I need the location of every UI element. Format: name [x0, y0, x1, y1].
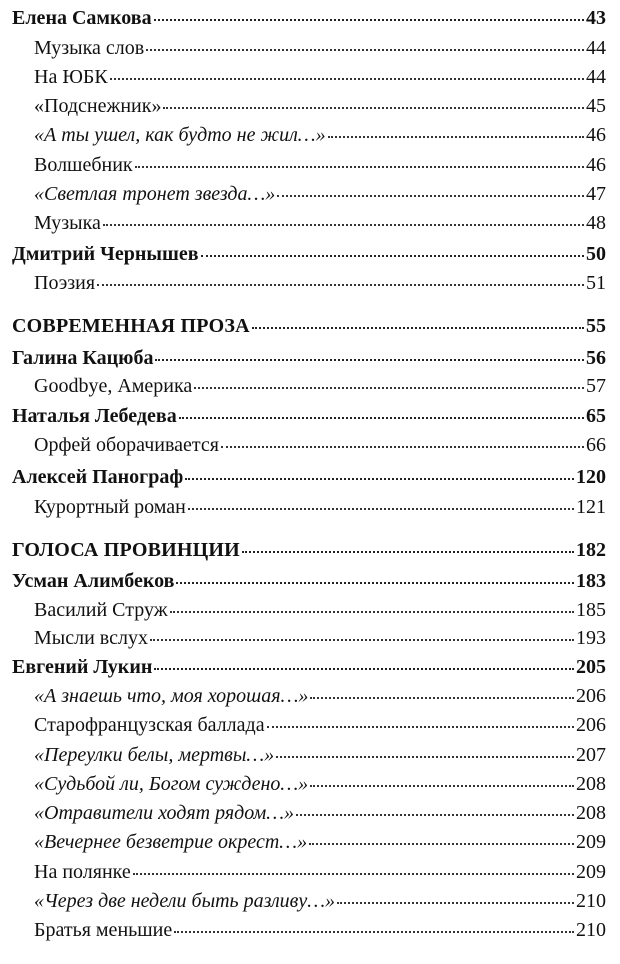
dot-leader — [188, 508, 574, 510]
toc-title: Братья меньшие — [34, 919, 173, 941]
toc-entry — [34, 179, 606, 209]
toc-page-number: 210 — [576, 890, 606, 912]
toc-page-number: 56 — [586, 347, 606, 369]
toc-entry — [34, 62, 606, 92]
dot-leader — [337, 902, 574, 904]
dot-leader — [179, 417, 584, 419]
toc-title: «Через две недели быть разливу…» — [34, 890, 336, 912]
toc-title: Goodbye, Америка — [34, 375, 193, 397]
toc-entry — [34, 827, 606, 857]
dot-leader — [309, 843, 574, 845]
toc-title: На ЮБК — [34, 66, 108, 88]
toc-page-number: 182 — [576, 539, 606, 561]
dot-leader — [267, 726, 574, 728]
toc-title: Орфей оборачивается — [34, 434, 219, 456]
toc-title: «А знаешь что, моя хорошая…» — [34, 685, 309, 707]
toc-author — [12, 401, 606, 431]
toc-page-number: 47 — [586, 183, 606, 205]
toc-entry — [34, 798, 606, 828]
toc-entry — [34, 91, 606, 121]
toc-title: Наталья Лебедева — [12, 405, 177, 427]
toc-page-number: 50 — [586, 243, 606, 265]
toc-page-number: 206 — [576, 685, 606, 707]
toc-page-number: 48 — [586, 212, 606, 234]
toc-page-number: 43 — [586, 7, 606, 29]
toc-page-number: 44 — [586, 37, 606, 59]
toc-page-number: 208 — [576, 802, 606, 824]
toc-entry — [34, 681, 606, 711]
toc-title: Галина Кацюба — [12, 347, 154, 369]
toc-title: Мысли вслух — [34, 627, 148, 649]
dot-leader — [133, 873, 574, 875]
toc-entry — [34, 371, 606, 401]
dot-leader — [277, 195, 584, 197]
dot-leader — [163, 107, 584, 109]
dot-leader — [150, 639, 574, 641]
dot-leader — [170, 611, 574, 613]
dot-leader — [135, 166, 584, 168]
dot-leader — [201, 255, 584, 257]
toc-author — [12, 239, 606, 269]
toc-author — [12, 343, 606, 373]
toc-title: «Подснежник» — [34, 95, 162, 117]
toc-entry — [34, 915, 606, 945]
toc-page-number: 46 — [586, 154, 606, 176]
toc-page-number: 185 — [576, 599, 606, 621]
toc-page-number: 120 — [576, 466, 606, 488]
toc-page-number: 57 — [586, 375, 606, 397]
toc-page-number: 207 — [576, 744, 606, 766]
toc-page-number: 66 — [586, 434, 606, 456]
toc-title: «А ты ушел, как будто не жил…» — [34, 124, 326, 146]
dot-leader — [185, 478, 574, 480]
toc-page-number: 206 — [576, 714, 606, 736]
toc-page-number: 209 — [576, 861, 606, 883]
dot-leader — [176, 582, 574, 584]
dot-leader — [310, 785, 574, 787]
dot-leader — [221, 446, 584, 448]
toc-title: Волшебник — [34, 154, 133, 176]
toc-entry — [34, 623, 606, 653]
toc-author — [12, 462, 606, 492]
toc-title: Старофранцузская баллада — [34, 714, 265, 736]
toc-title: Музыка слов — [34, 37, 145, 59]
dot-leader — [146, 49, 584, 51]
toc-entry — [34, 268, 606, 298]
dot-leader — [97, 284, 584, 286]
toc-page-number: 55 — [586, 315, 606, 337]
dot-leader — [328, 136, 584, 138]
toc-title: Елена Самкова — [12, 7, 152, 29]
toc-page-number: 209 — [576, 831, 606, 853]
toc-title: «Светлая тронет звезда…» — [34, 183, 276, 205]
dot-leader — [103, 224, 584, 226]
toc-page-number: 193 — [576, 627, 606, 649]
toc-title: На полянке — [34, 861, 131, 883]
toc-entry — [34, 492, 606, 522]
toc-page-number: 51 — [586, 272, 606, 294]
dot-leader — [110, 78, 584, 80]
toc-page-number: 65 — [586, 405, 606, 427]
toc-title: «Судьбой ли, Богом суждено…» — [34, 773, 309, 795]
toc-entry — [34, 430, 606, 460]
toc-page-number: 121 — [576, 496, 606, 518]
toc-title: «Вечернее безветрие окрест…» — [34, 831, 308, 853]
toc-author — [12, 652, 606, 682]
toc-page-number: 183 — [576, 570, 606, 592]
toc-title: Музыка — [34, 212, 101, 234]
dot-leader — [154, 19, 584, 21]
dot-leader — [154, 668, 574, 670]
toc-entry — [34, 886, 606, 916]
toc-title: Поэзия — [34, 272, 96, 294]
toc-section — [12, 311, 606, 341]
toc-title: Василий Струж — [34, 599, 168, 621]
toc-page-number: 44 — [586, 66, 606, 88]
toc-entry — [34, 595, 606, 625]
dot-leader — [194, 387, 584, 389]
toc-entry — [34, 710, 606, 740]
toc-page-number: 46 — [586, 124, 606, 146]
dot-leader — [155, 359, 584, 361]
dot-leader — [296, 814, 574, 816]
toc-title: «Отравители ходят рядом…» — [34, 802, 295, 824]
toc-title: Усман Алимбеков — [12, 570, 175, 592]
toc-entry — [34, 769, 606, 799]
toc-entry — [34, 150, 606, 180]
toc-title: ГОЛОСА ПРОВИНЦИИ — [12, 539, 240, 561]
toc-page-number: 210 — [576, 919, 606, 941]
toc-page-number: 208 — [576, 773, 606, 795]
dot-leader — [174, 931, 574, 933]
toc-entry — [34, 120, 606, 150]
toc-page-number: 205 — [576, 656, 606, 678]
toc-page-number: 45 — [586, 95, 606, 117]
dot-leader — [310, 697, 574, 699]
toc-author — [12, 566, 606, 596]
toc-title: Дмитрий Чернышев — [12, 243, 199, 265]
toc-title: «Переулки белы, мертвы…» — [34, 744, 275, 766]
dot-leader — [242, 551, 574, 553]
dot-leader — [276, 756, 574, 758]
toc-entry — [34, 208, 606, 238]
toc-author — [12, 3, 606, 33]
toc-title: СОВРЕМЕННАЯ ПРОЗА — [12, 315, 250, 337]
toc-title: Евгений Лукин — [12, 656, 153, 678]
dot-leader — [252, 327, 584, 329]
toc-section — [12, 535, 606, 565]
toc-entry — [34, 33, 606, 63]
toc-title: Алексей Панограф — [12, 466, 184, 488]
toc-entry — [34, 740, 606, 770]
toc-entry — [34, 857, 606, 887]
toc-title: Курортный роман — [34, 496, 186, 518]
